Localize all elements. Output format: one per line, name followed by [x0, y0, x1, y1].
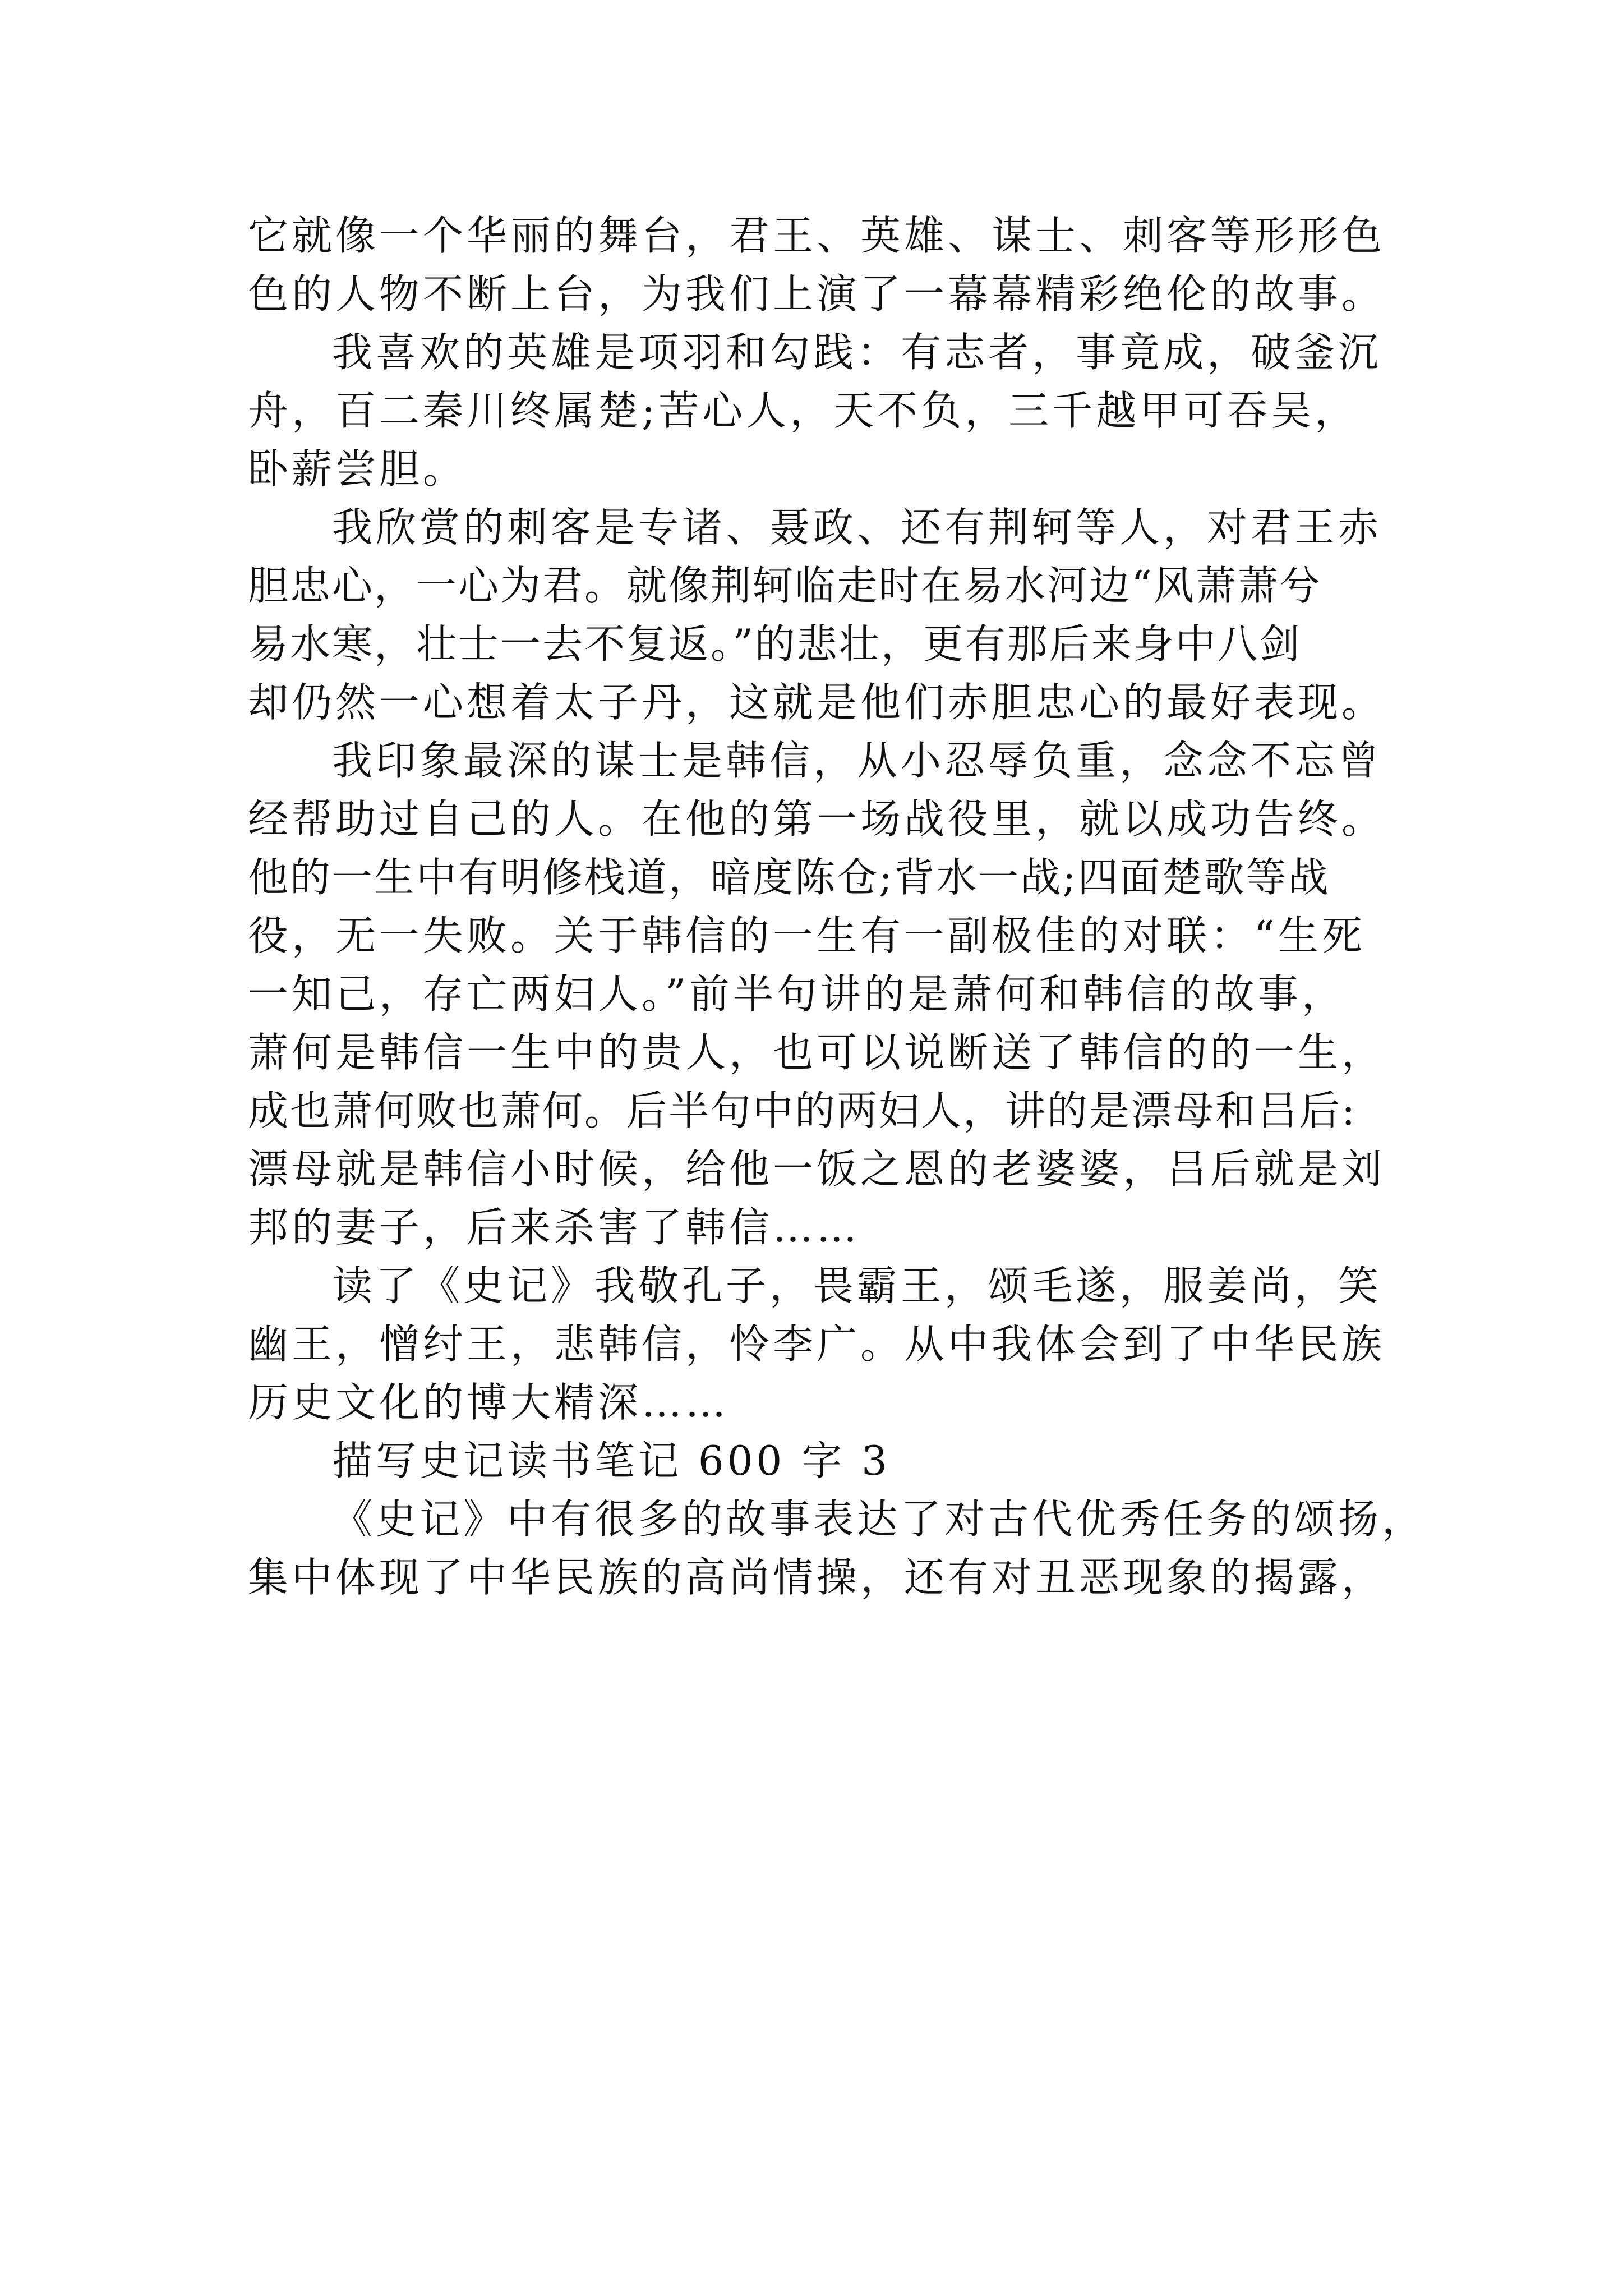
- text-line: 经帮助过自己的人。在他的第一场战役里，就以成功告终。: [248, 795, 1386, 843]
- text-line: 却仍然一心想着太子丹，这就是他们赤胆忠心的最好表现。: [248, 679, 1386, 726]
- text-line: 胆忠心，一心为君。就像荆轲临走时在易水河边“风萧萧兮: [248, 562, 1322, 609]
- text-line: 易水寒，壮士一去不复返。”的悲壮，更有那后来身中八剑: [248, 620, 1302, 668]
- text-line: 幽王，憎纣王，悲韩信，怜李广。从中我体会到了中华民族: [248, 1320, 1386, 1368]
- text-line: 它就像一个华丽的舞台，君王、英雄、谋士、刺客等形形色: [248, 212, 1386, 259]
- text-line: 历史文化的博大精深……: [248, 1379, 730, 1426]
- text-line: 读了《史记》我敬孔子，畏霸王，颂毛遂，服姜尚，笑: [332, 1262, 1382, 1309]
- text-line: 漂母就是韩信小时候，给他一饭之恩的老婆婆，吕后就是刘: [248, 1145, 1386, 1193]
- text-line: 《史记》中有很多的故事表达了对古代优秀任务的颂扬，: [332, 1496, 1426, 1543]
- text-line: 役，无一失败。关于韩信的一生有一副极佳的对联：“生死: [248, 912, 1366, 959]
- text-line: 邦的妻子，后来杀害了韩信……: [248, 1204, 861, 1251]
- text-line: 我印象最深的谋士是韩信，从小忍辱负重，念念不忘曾: [332, 737, 1382, 784]
- text-line: 集中体现了中华民族的高尚情操，还有对丑恶现象的揭露，: [248, 1554, 1386, 1601]
- text-line: 一知己，存亡两妇人。”前半句讲的是萧何和韩信的故事，: [248, 970, 1345, 1018]
- text-line: 我欣赏的刺客是专诸、聂政、还有荆轲等人，对君王赤: [332, 504, 1382, 551]
- text-line: 卧薪尝胆。: [248, 445, 467, 493]
- text-line: 他的一生中有明修栈道，暗度陈仓;背水一战;四面楚歌等战: [248, 854, 1330, 901]
- section-heading: 描写史记读书笔记 600 字 3: [332, 1437, 891, 1484]
- text-line: 色的人物不断上台，为我们上演了一幕幕精彩绝伦的故事。: [248, 270, 1386, 318]
- text-line: 舟，百二秦川终属楚;苦心人，天不负，三千越甲可吞吴，: [248, 387, 1359, 434]
- text-line: 萧何是韩信一生中的贵人，也可以说断送了韩信的的一生，: [248, 1029, 1386, 1076]
- body-text: [248, 206, 1426, 1607]
- text-line: 我喜欢的英雄是项羽和勾践：有志者，事竟成，破釜沉: [332, 329, 1382, 376]
- text-line: 成也萧何败也萧何。后半句中的两妇人，讲的是漂母和吕后:: [248, 1087, 1357, 1134]
